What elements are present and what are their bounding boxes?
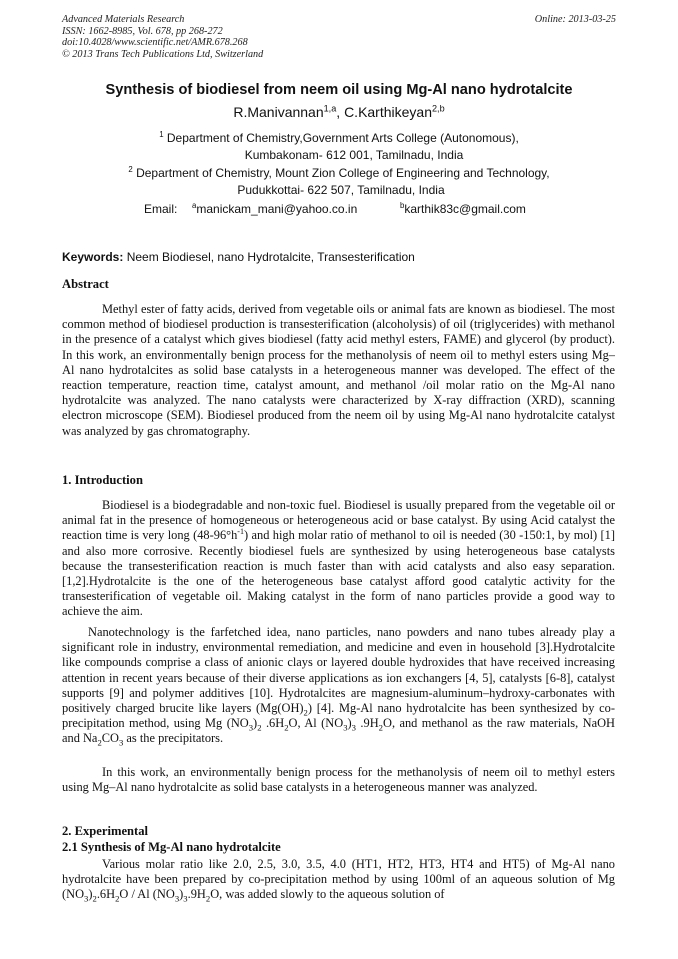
email-a[interactable] — [192, 202, 357, 216]
text-run: .6H — [261, 716, 285, 731]
affiliation-2 — [0, 165, 678, 199]
text-subscript: 2 — [92, 893, 97, 904]
author-name: R.Manivannan — [233, 104, 324, 120]
text-subscript: 2 — [115, 893, 120, 904]
introduction-paragraph-2 — [62, 625, 615, 747]
email-address: manickam_mani@yahoo.co.in — [196, 202, 358, 216]
text-run: O, Al (NO — [288, 716, 344, 731]
text-subscript: 2 — [205, 893, 211, 904]
author-name: C.Karthikeyan — [344, 104, 432, 120]
text-run: Nanotechnology is the farfetched idea, nano particles, nano powders and nano tubes already play a significant role in industry, environmental remediation, and medicine and even in household [3].Hydrotalcite like compounds comprise a class of anionic clays or layered double hydroxides that have received increasing attention in recent years because of their diverse applications as ion exchangers [4, 5], catalysts [6-8], catalyst supports [9] and polymer additives [10]. Hydrotalcites are magnesium-aluminum–hydroxy-carbonates with positively charged brucite like layers (Mg(OH) — [62, 625, 615, 716]
text-run: ) — [88, 887, 93, 902]
affiliation-line: Department of Chemistry,Government Arts College (Autonomous), — [166, 131, 519, 145]
email-label: Email: — [144, 202, 178, 216]
affiliation-number: 2 — [128, 165, 133, 174]
text-subscript: 2 — [303, 707, 308, 718]
experimental-paragraph-1 — [62, 857, 615, 903]
introduction-paragraph-1 — [62, 498, 615, 620]
text-subscript: 3 — [343, 722, 348, 733]
text-run: O, and methanol as the raw materials, NaOH and Na — [62, 716, 615, 746]
affiliation-line: Department of Chemistry, Mount Zion College of Engineering and Technology, — [136, 166, 550, 180]
email-address: karthik83c@gmail.com — [404, 202, 526, 216]
email-b[interactable] — [400, 202, 526, 216]
author-superscript: 2,b — [432, 103, 445, 114]
journal-doi: doi:10.4028/www.scientific.net/AMR.678.268 — [62, 37, 248, 49]
text-run: .9H — [355, 716, 379, 731]
text-run: .9H — [187, 887, 206, 902]
journal-meta — [62, 14, 263, 60]
introduction-heading: 1. Introduction — [62, 473, 143, 487]
online-date: Online: 2013-03-25 — [534, 14, 616, 25]
text-run: Biodiesel is a biodegradable and non-toxic fuel. Biodiesel is usually prepared from the vegetable oil or animal fat in the presence of homogeneous or heterogeneous acid or base catalyst. By using Acid catalyst the reaction time is very long (48-96°h — [62, 498, 615, 543]
text-subscript: 3 — [351, 722, 356, 733]
affiliation-line: Pudukkottai- 622 507, Tamilnadu, India — [237, 183, 445, 197]
text-subscript: 3 — [174, 893, 180, 904]
text-subscript: 2 — [284, 722, 289, 733]
author-separator: , — [336, 104, 345, 120]
text-subscript: 3 — [84, 893, 89, 904]
introduction-paragraph-3: In this work, an environmentally benign process for the methanolysis of neem oil to methyl esters using Mg–Al nano hydrotalcite as solid base catalysts in a heterogeneous manner was analyzed. — [62, 765, 615, 795]
experimental-heading: 2. Experimental — [62, 824, 149, 838]
text-run: ) [4]. Mg-Al nano hydrotalcite has been synthesized by co-precipitation method, using Mg (NO — [62, 701, 615, 731]
affiliation-line: Kumbakonam- 612 001, Tamilnadu, India — [244, 148, 464, 162]
paper-title: Synthesis of biodiesel from neem oil using Mg-Al nano hydrotalcite — [105, 82, 573, 98]
text-subscript: 2 — [378, 722, 383, 733]
keywords-label: Keywords: — [62, 250, 124, 264]
abstract-heading: Abstract — [62, 277, 109, 291]
email-superscript: a — [192, 201, 197, 210]
keywords — [62, 250, 415, 264]
author-superscript: 1,a — [323, 103, 337, 114]
text-subscript: 3 — [118, 737, 124, 748]
text-run: CO — [101, 731, 119, 746]
email-superscript: b — [400, 201, 405, 210]
author-list — [0, 104, 678, 120]
text-subscript: 3 — [248, 722, 254, 733]
text-run: O, was added slowly to the aqueous solution of — [210, 887, 445, 902]
text-superscript: -1 — [237, 527, 244, 537]
text-subscript: 2 — [97, 737, 102, 748]
text-run: ) and high molar ratio of methanol to oil is needed (30 -150:1, by mol) [1] and also more corrosive. Recently biodiesel fuels are synthesized by using heterogeneous base catalysts because the transesterification reaction is much faster than with acid catalysts and also easy separation. [1,2].Hydrotalcite is the one of the heterogeneous base catalyst afford good catalytic activity for the transesterification of vegetable oil. Making catalyst in the form of nano particles provide a good way to achieve the aim. — [62, 528, 615, 619]
journal-name: Advanced Materials Research — [62, 14, 185, 25]
text-run: ) — [253, 716, 258, 731]
affiliation-1 — [0, 130, 678, 164]
text-run: ) — [179, 887, 184, 902]
journal-copyright: © 2013 Trans Tech Publications Ltd, Switzerland — [62, 48, 264, 60]
text-run: as the precipitators. — [123, 731, 224, 746]
text-run: ) — [347, 716, 352, 731]
text-subscript: 3 — [183, 893, 188, 904]
text-subscript: 2 — [257, 722, 262, 733]
text-run: O / Al (NO — [119, 887, 175, 902]
experimental-subheading: 2.1 Synthesis of Mg-Al nano hydrotalcite — [62, 840, 281, 854]
abstract-paragraph: Methyl ester of fatty acids, derived from vegetable oils or animal fats are known as biodiesel. The most common method of biodiesel production is transesterification (alcoholysis) of oil (triglycerides) with methanol in the presence of a catalyst which gives biodiesel (fatty acid methyl esters, FAME) and glycerol (by product). In this work, an environmentally benign process for the methanolysis of neem oil to methyl esters using Mg–Al nano hydrotalcites as solid base catalysts in a heterogeneous manner was developed. The effect of the reaction temperature, reaction time, catalyst amount, and methanol /oil molar ratio on the Mg-Al nano hydrotalcite was analyzed. The nano catalysts were characterized by X-ray diffraction (XRD), scanning electron microscope (SEM). Biodiesel produced from the neem oil by using Mg-Al nano hydrotalcite catalyst was analyzed by gas chromatography. — [62, 302, 615, 438]
text-run: .6H — [96, 887, 116, 902]
keywords-text: Neem Biodiesel, nano Hydrotalcite, Transesterification — [123, 250, 415, 264]
affiliation-number: 1 — [159, 130, 164, 139]
text-run: Various molar ratio like 2.0, 2.5, 3.0, 3.5, 4.0 (HT1, HT2, HT3, HT4 and HT5) of Mg-Al nano hydrotalcite have been prepared by co-precipitation method by using 100ml of an aqueous solution of Mg (NO — [62, 857, 615, 902]
journal-issn: ISSN: 1662-8985, Vol. 678, pp 268-272 — [62, 25, 223, 37]
